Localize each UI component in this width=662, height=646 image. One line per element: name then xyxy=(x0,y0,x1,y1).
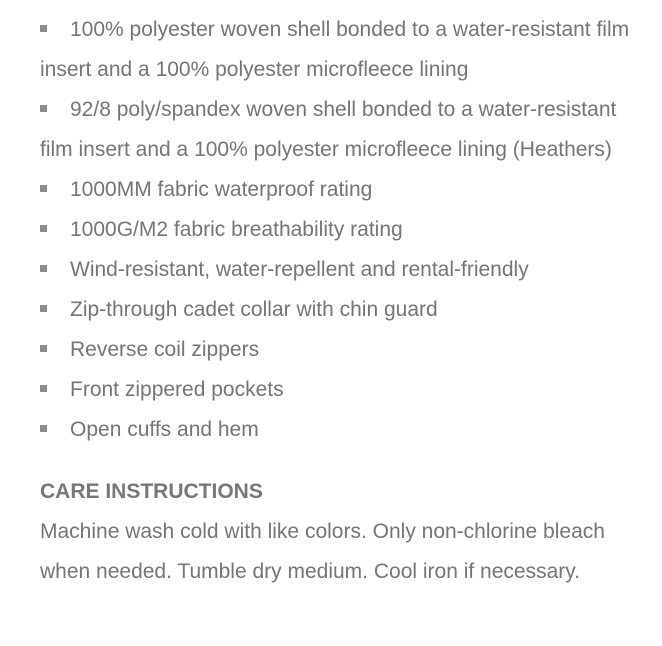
square-bullet-icon xyxy=(40,225,47,232)
feature-text: Wind-resistant, water-repellent and rental-friendly xyxy=(70,258,529,281)
feature-text: Zip-through cadet collar with chin guard xyxy=(70,298,438,321)
square-bullet-icon xyxy=(40,185,47,192)
feature-text: 100% polyester woven shell bonded to a water-resistant film insert and a 100% polyester microfleece lining xyxy=(40,18,630,81)
feature-text: 1000MM fabric waterproof rating xyxy=(70,178,373,201)
list-item xyxy=(40,10,638,90)
care-instructions-heading: CARE INSTRUCTIONS xyxy=(40,480,263,503)
list-item xyxy=(40,210,638,250)
care-instructions-text: Machine wash cold with like colors. Only non-chlorine bleach when needed. Tumble dry medium. Cool iron if necessary. xyxy=(40,520,605,583)
square-bullet-icon xyxy=(40,105,47,112)
square-bullet-icon xyxy=(40,25,47,32)
list-item xyxy=(40,250,638,290)
square-bullet-icon xyxy=(40,425,47,432)
feature-text: Reverse coil zippers xyxy=(70,338,260,361)
square-bullet-icon xyxy=(40,265,47,272)
feature-text: Open cuffs and hem xyxy=(70,418,259,441)
feature-text: Front zippered pockets xyxy=(70,378,284,401)
list-item xyxy=(40,330,638,370)
feature-text: 1000G/M2 fabric breathability rating xyxy=(70,218,403,241)
square-bullet-icon xyxy=(40,305,47,312)
square-bullet-icon xyxy=(40,345,47,352)
list-item xyxy=(40,90,638,170)
list-item xyxy=(40,170,638,210)
square-bullet-icon xyxy=(40,385,47,392)
list-item xyxy=(40,370,638,410)
list-item xyxy=(40,290,638,330)
list-item xyxy=(40,410,638,450)
feature-text: 92/8 poly/spandex woven shell bonded to a water-resistant film insert and a 100% polyester microfleece lining (Heathers) xyxy=(40,98,617,161)
feature-list xyxy=(40,10,638,450)
